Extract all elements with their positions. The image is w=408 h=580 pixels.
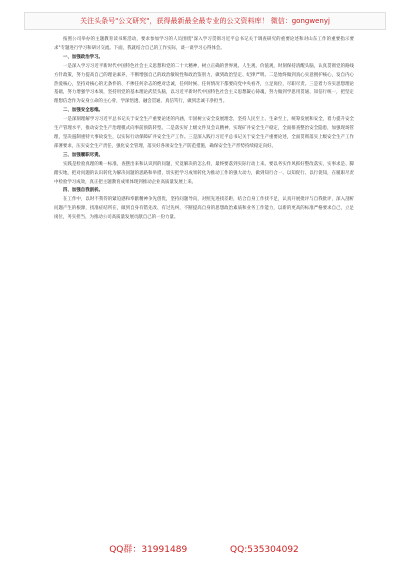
qq-number-label: QQ:535304092	[230, 545, 299, 555]
body-paragraph: 实践是检验真理的唯一标准，查摆出来和认识到的问题，究竟解决的怎么样，最终要落到实际行动上来。要以务实作风抓好整改落实，实事求是、脚踏实地，把对问题的认识转化为解决问题的思路和举措，切实把学习成果转化为推动工作的强大动力，做到知行合一、以知促行、以行促知，在履职尽责中检验学习成效，真正把主题教育成果体现到推动企业高质量发展上来。	[54, 161, 354, 185]
document-body	[54, 36, 354, 223]
section-heading: 一、加强政治学习。	[63, 54, 103, 60]
footer-contact	[0, 540, 408, 560]
section-heading: 三、加强履职尽责。	[63, 152, 103, 158]
body-paragraph: 在工作中，以时不我待的紧迫感和奉献精神争先创优，坚持问题导向，对照先进找差距，结合自身工作找不足，认真开展批评与自我批评，深入剖析问题产生的根源，找准症结所在，做到自身有错先改、有过先纠，不断提高自身的思想政治素质和业务工作能力，以新的更高的标准严格要求自己，立足岗位，务实担当，为推动公司高质量发展贡献自己的一份力量。	[54, 197, 354, 221]
section-heading: 二、加强安全思维。	[63, 108, 103, 114]
top-banner: 关注头条号"公文研究"，获得最新最全最专业的公文资料库！ 微信：gongwenyj	[24, 12, 386, 30]
body-paragraph: 一是深入学习习近平新时代中国特色社会主义思想和党的二十大精神，树立正确的世界观、人生观、价值观，时刻保持清醒头脑，认真贯彻党的路线方针政策，努力提高自己的理论素养，不断增强自己的政治敏锐性和政治鉴别力，做到政治坚定、纪律严明。二是始终做到真心实意拥护核心，发自内心热爱核心，坚持对核心的无条件的、不掺任何杂志的绝对忠诚，任何时候、任何情况下都要向党中央看齐，立足岗位，尽职尽责。三是着力夯实思想理论基础，努力增强学习本领，坚持用党的基本理论武装头脑，以习近平新时代中国特色社会主义思想凝心铸魂，努力做到学思用贯通、知信行统一，把坚定理想信念作为安身立命的主心骨，学深悟透、融会贯通、真信笃行，做到忠诚干净担当。	[54, 63, 354, 105]
body-paragraph: 按照公司举办的主题教育读书班活动，要求参加学习的人员围绕"深入学习贯彻习近平总书记关于调查研究的重要论述和对山东工作的重要指示要求"专题进行学习和研讨交流。下面，我就结合自己的工作实际，谈一谈学习心得体会。	[54, 37, 354, 51]
section-heading: 四、加强自我剖析。	[63, 188, 103, 194]
body-paragraph: 一是深刻理解学习习近平总书记关于安全生产重要论述的内涵，牢固树立安全发展理念，坚持人民至上、生命至上，统筹发展和安全，着力提升安全生产管理水平，推动安全生产治理模式向事前预防转型。二是落实好上级文件及会议精神，实现矿井安全生产稳定，全面排查整治安全隐患，加强现场管理，坚决遏制重特大事故发生，以实际行动保障矿井安全生产工作。三是深入践行习近平总书记关于安全生产重要论述，全面贯彻落实上级安全生产工作部署要求，压实安全生产责任，强化安全管理，落实好各项安全生产防范措施，确保安全生产形势持续稳定向好。	[54, 117, 354, 149]
qq-group-label: QQ群：31991489	[109, 545, 188, 555]
